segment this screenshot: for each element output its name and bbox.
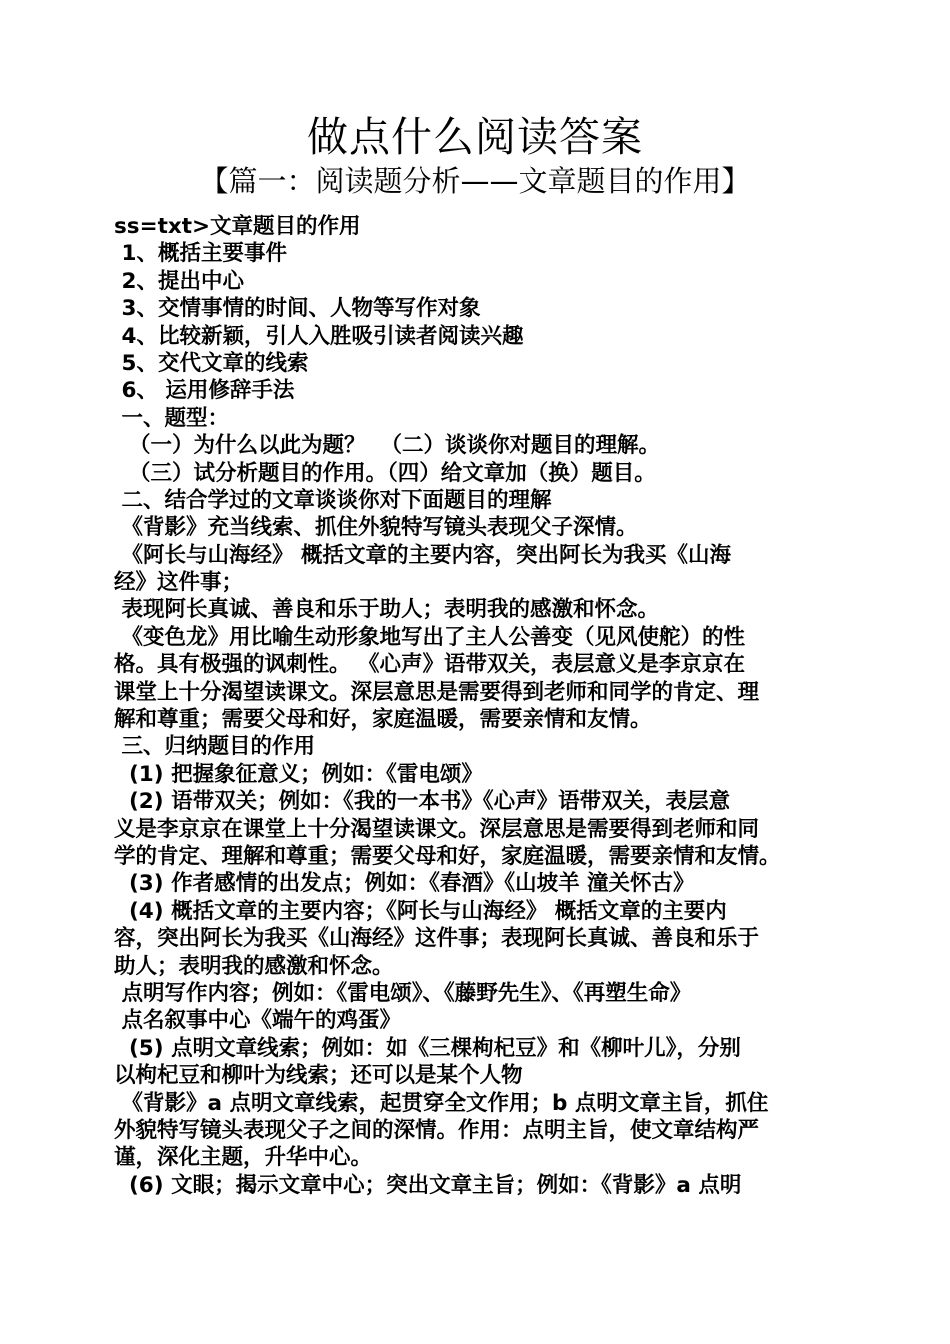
body-line: 《背影》充当线索、抓住外貌特写镜头表现父子深情。 — [114, 515, 638, 541]
body-line: ss=txt>文章题目的作用 — [114, 214, 361, 239]
body-line: 三、归纳题目的作用 — [114, 734, 315, 760]
body-line: 课堂上十分渴望读课文。深层意思是需要得到老师和同学的肯定、理 — [114, 679, 760, 705]
body-line: 《变色龙》用比喻生动形象地写出了主人公善变（见风使舵）的性 — [114, 624, 745, 650]
body-line: 4、比较新颖，引人入胜吸引读者阅读兴趣 — [114, 323, 524, 349]
body-line: 表现阿长真诚、善良和乐于助人；表明我的感激和怀念。 — [114, 597, 659, 623]
body-line: (1) 把握象征意义；例如：《雷电颂》 — [114, 761, 483, 787]
document-subtitle: 【篇一：阅读题分析——文章题目的作用】 — [199, 164, 751, 198]
body-line: 外貌特写镜头表现父子之间的深情。作用：点明主旨，使文章结构严 — [114, 1117, 760, 1143]
body-line: 学的肯定、理解和尊重；需要父母和好，家庭温暖，需要亲情和友情。 — [114, 843, 781, 869]
document-body — [114, 213, 854, 1199]
body-line: 容，突出阿长为我买《山海经》这件事；表现阿长真诚、善良和乐于 — [114, 926, 760, 952]
document-title: 做点什么阅读答案 — [307, 113, 643, 161]
body-line: 点名叙事中心《端午的鸡蛋》 — [114, 1008, 401, 1034]
body-line: 助人；表明我的感激和怀念。 — [114, 953, 394, 979]
body-line: （三）试分析题目的作用。（四）给文章加（换）题目。 — [114, 460, 656, 486]
body-line: 6、 运用修辞手法 — [114, 378, 295, 404]
body-line: (5) 点明文章线索；例如：如《三棵枸杞豆》和《柳叶儿》，分别 — [114, 1035, 741, 1061]
body-line: 解和尊重；需要父母和好，家庭温暖，需要亲情和友情。 — [114, 707, 652, 733]
body-line: 5、交代文章的线索 — [114, 350, 309, 376]
body-line: (3) 作者感情的出发点；例如：《春酒》《山坡羊 潼关怀古》 — [114, 871, 695, 897]
body-line: 以枸杞豆和柳叶为线索；还可以是某个人物 — [114, 1063, 523, 1089]
body-line: 2、提出中心 — [114, 268, 244, 294]
body-line: 义是李京京在课堂上十分渴望读课文。深层意思是需要得到老师和同 — [114, 816, 760, 842]
body-line: 二、结合学过的文章谈谈你对下面题目的理解 — [114, 487, 552, 513]
body-line: 格。具有极强的讽刺性。 《心声》语带双关，表层意义是李京京在 — [114, 652, 745, 678]
body-line: 《背影》a 点明文章线索，起贯穿全文作用；b 点明文章主旨，抓住 — [114, 1090, 769, 1116]
body-line: 3、交情事情的时间、人物等写作对象 — [114, 296, 481, 322]
body-line: 《阿长与山海经》 概括文章的主要内容，突出阿长为我买《山海 — [114, 542, 731, 568]
body-line: (6) 文眼；揭示文章中心；突出文章主旨；例如：《背影》a 点明 — [114, 1172, 742, 1198]
body-line: 1、概括主要事件 — [114, 241, 287, 267]
body-line: 经》这件事； — [114, 570, 244, 596]
body-line: 谨，深化主题，升华中心。 — [114, 1145, 373, 1171]
body-line: （一）为什么以此为题？ （二）谈谈你对题目的理解。 — [114, 433, 660, 459]
body-line: (4) 概括文章的主要内容；《阿长与山海经》 概括文章的主要内 — [114, 898, 727, 924]
body-line: 一、题型： — [114, 405, 229, 431]
body-line: 点明写作内容；例如：《雷电颂》、《藤野先生》、《再塑生命》 — [114, 980, 692, 1006]
body-line: (2) 语带双关；例如：《我的一本书》《心声》语带双关，表层意 — [114, 789, 731, 815]
